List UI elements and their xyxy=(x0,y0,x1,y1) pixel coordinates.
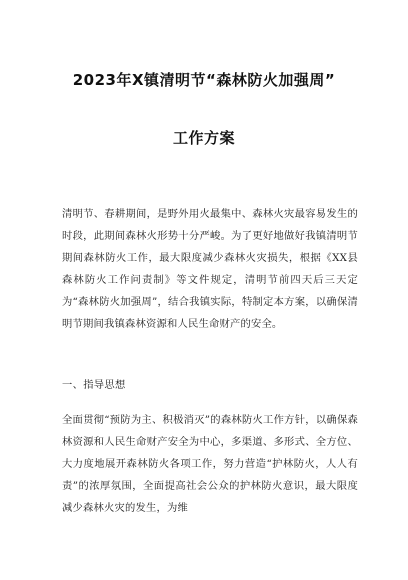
section-heading-guiding-ideology: 一、指导思想 xyxy=(62,379,126,391)
section-paragraph-guiding-ideology: 全面贯彻“预防为主、积极消灭”的森林防火工作方针，以确保森林资源和人民生命财产安全为中心，多渠道、多形式、全方位、大力度地展开森林防火各项工作，努力营造“护林防火，人人有责”的浓厚氛围，全面提高社会公众的护林防火意识，最大限度减少森林火灾的发生，为维 xyxy=(62,414,358,515)
document-title: 2023年X镇清明节“森林防火加强周” xyxy=(72,71,336,89)
intro-paragraph: 清明节、春耕期间，是野外用火最集中、森林火灾最容易发生的时段，此期间森林火形势十分严峻。为了更好地做好我镇清明节期间森林防火工作，最大限度减少森林火灾损失，根据《XX县森林防火工作问责制》等文件规定，清明节前四天后三天定为“森林防火加强周”，结合我镇实际，特制定本方案，以确保清明节期间我镇森林资源和人民生命财产的安全。 xyxy=(62,208,358,331)
document-subtitle: 工作方案 xyxy=(172,129,235,147)
